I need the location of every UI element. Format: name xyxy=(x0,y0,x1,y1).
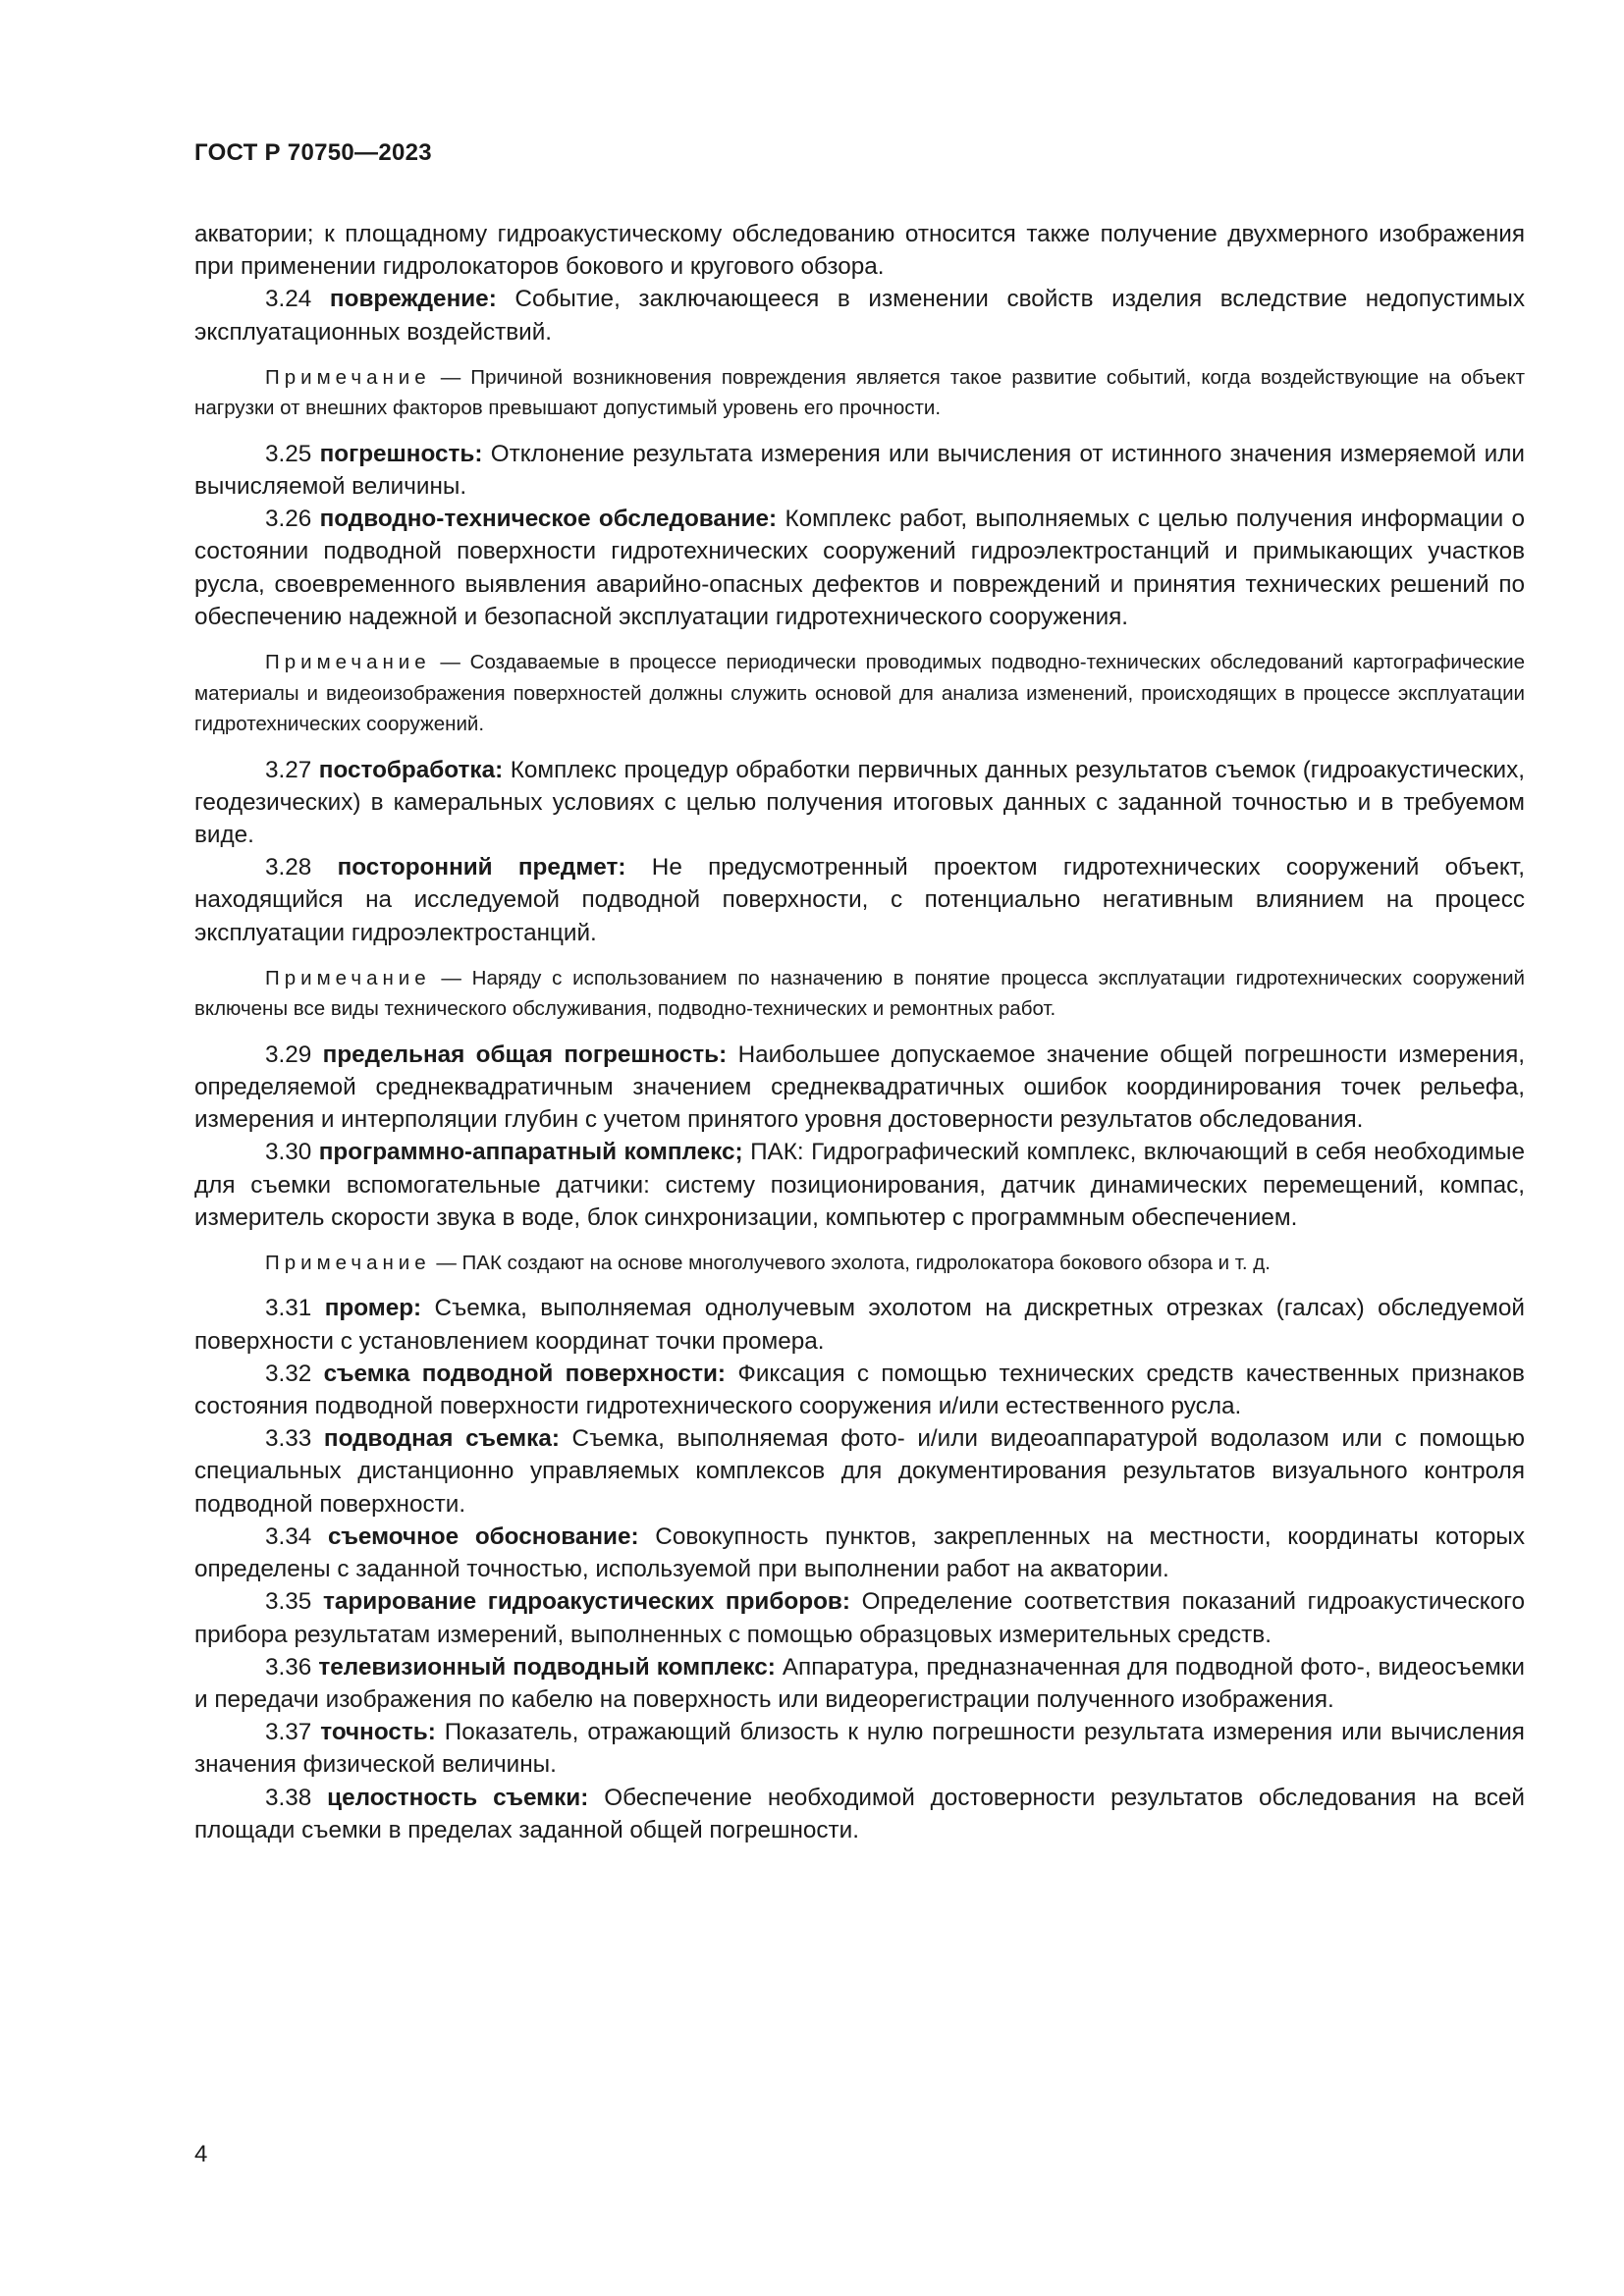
definition-item xyxy=(194,1292,1525,1357)
continuation-paragraph: акватории; к площадному гидроакустическому обследованию относится также получение двухмерного изображения при применении гидролокаторов бокового и кругового обзора. xyxy=(194,221,1525,281)
definition-text: Съемка, выполняемая однолучевым эхолотом на дискретных отрезках (галсах) обследуемой поверхности с установлением координат точки промера. xyxy=(194,1295,1525,1355)
definition-item xyxy=(194,503,1525,633)
definition-term: съемочное обоснование: xyxy=(328,1522,639,1550)
definition-term: предельная общая погрешность: xyxy=(322,1041,728,1068)
definition-note xyxy=(194,362,1525,424)
definition-item xyxy=(194,1039,1525,1137)
definition-number: 3.38 xyxy=(265,1784,312,1811)
definition-item xyxy=(194,1136,1525,1234)
definition-number: 3.25 xyxy=(265,440,312,467)
definition-number: 3.24 xyxy=(265,286,312,313)
definition-text: Наибольшее допускаемое значение общей погрешности измерения, определяемой среднеквадратичным значением среднеквадратичных ошибок координирования точек рельефа, измерения и интерполяции глубин с учетом принятого уровня достоверности результатов обследования. xyxy=(194,1041,1525,1134)
definition-number: 3.37 xyxy=(265,1719,312,1746)
document-page xyxy=(194,137,1525,1846)
definition-term: постобработка: xyxy=(318,756,504,783)
definition-number: 3.29 xyxy=(265,1041,312,1068)
note-label: Примечание xyxy=(265,1251,431,1274)
definition-text: Съемка, выполняемая фото- и/или видеоаппаратурой водолазом или с помощью специальных дистанционно управляемых комплексов для документирования результатов визуального контроля подводной поверхности. xyxy=(194,1425,1525,1518)
definition-item xyxy=(194,438,1525,503)
definition-number: 3.31 xyxy=(265,1295,312,1322)
document-header: ГОСТ Р 70750—2023 xyxy=(194,139,432,166)
definition-term: телевизионный подводный комплекс: xyxy=(318,1653,776,1681)
definition-text: Фиксация с помощью технических средств качественных признаков состояния подводной поверхности гидротехнического сооружения и/или естественного русла. xyxy=(194,1360,1525,1420)
definition-text: Обеспечение необходимой достоверности результатов обследования на всей площади съемки в пределах заданной общей погрешности. xyxy=(194,1784,1525,1843)
note-label: Примечание xyxy=(265,966,431,989)
definition-item xyxy=(194,1422,1525,1521)
definition-item xyxy=(194,754,1525,852)
definition-item xyxy=(194,1585,1525,1650)
definition-number: 3.26 xyxy=(265,506,312,533)
page-number: 4 xyxy=(194,2141,208,2167)
definition-term: программно-аппаратный комплекс; xyxy=(318,1139,743,1166)
definition-term: съемка подводной поверхности: xyxy=(323,1360,726,1387)
definition-term: тарирование гидроакустических приборов: xyxy=(322,1588,850,1616)
note-text: — Наряду с использованием по назначению в понятие процесса эксплуатации гидротехнических сооружений включены все виды технического обслуживания, подводно-технических и ремонтных работ. xyxy=(194,966,1525,1021)
definition-term: подводная съемка: xyxy=(323,1425,560,1453)
note-text: — Причиной возникновения повреждения является такое развитие событий, когда воздействующие на объект нагрузки от внешних факторов превышают допустимый уровень его прочности. xyxy=(194,365,1525,420)
definition-text: Показатель, отражающий близость к нулю погрешности результата измерения или вычисления значения физической величины. xyxy=(194,1719,1525,1779)
definition-item xyxy=(194,1782,1525,1846)
definition-text: Аппаратура, предназначенная для подводной фото-, видеосъемки и передачи изображения по кабелю на поверхность или видеорегистрации полученного изображения. xyxy=(194,1653,1525,1713)
definition-term: повреждение: xyxy=(329,286,497,313)
definition-item xyxy=(194,1521,1525,1585)
definition-number: 3.35 xyxy=(265,1588,312,1616)
definition-number: 3.32 xyxy=(265,1360,312,1387)
note-text: — ПАК создают на основе многолучевого эхолота, гидролокатора бокового обзора и т. д. xyxy=(436,1251,1271,1274)
definition-number: 3.36 xyxy=(265,1653,312,1681)
definition-term: промер: xyxy=(324,1295,422,1322)
note-text: — Создаваемые в процессе периодически проводимых подводно-технических обследований картографические материалы и видеоизображения поверхностей должны служить основой для анализа изменений, происходящих в процессе эксплуатации гидротехнических сооружений. xyxy=(194,651,1525,736)
definition-term: погрешность: xyxy=(319,440,483,467)
definition-text: Отклонение результата измерения или вычисления от истинного значения измеряемой или вычисляемой величины. xyxy=(194,440,1525,501)
definition-number: 3.33 xyxy=(265,1425,312,1453)
note-label: Примечание xyxy=(265,651,431,674)
definition-text: Комплекс работ, выполняемых с целью получения информации о состоянии подводной поверхности гидротехнических сооружений гидроэлектростанций и примыкающих участков русла, своевременного выявления аварийно-опасных дефектов и повреждений и принятия технических решений по обеспечению надежной и безопасной эксплуатации гидротехнического сооружения. xyxy=(194,506,1525,630)
definition-text: ПАК: Гидрографический комплекс, включающий в себя необходимые для съемки вспомогательные датчики: систему позиционирования, датчик динамических перемещений, компас, измеритель скорости звука в воде, блок синхронизации, компьютер с программным обеспечением. xyxy=(194,1139,1525,1231)
definition-number: 3.34 xyxy=(265,1522,312,1550)
definition-text: Не предусмотренный проектом гидротехнических сооружений объект, находящийся на исследуемой подводной поверхности, с потенциально негативным влиянием на процесс эксплуатации гидроэлектростанций. xyxy=(194,854,1525,946)
definition-text: Определение соответствия показаний гидроакустического прибора результатам измерений, выполненных с помощью образцовых измерительных средств. xyxy=(194,1588,1525,1648)
definition-term: точность: xyxy=(320,1719,436,1746)
definition-item xyxy=(194,1358,1525,1422)
definition-text: Событие, заключающееся в изменении свойств изделия вследствие недопустимых эксплуатационных воздействий. xyxy=(194,286,1525,346)
definition-text: Комплекс процедур обработки первичных данных результатов съемок (гидроакустических, геодезических) в камеральных условиях с целью получения итоговых данных с заданной точностью и в требуемом виде. xyxy=(194,756,1525,848)
note-label: Примечание xyxy=(265,365,431,389)
definition-number: 3.30 xyxy=(265,1139,312,1166)
definition-term: посторонний предмет: xyxy=(337,854,626,881)
definition-item xyxy=(194,1716,1525,1781)
definitions-list xyxy=(194,283,1525,1846)
definition-note xyxy=(194,1248,1525,1279)
definition-item xyxy=(194,283,1525,347)
definition-note xyxy=(194,963,1525,1025)
definition-number: 3.27 xyxy=(265,756,312,783)
definition-note xyxy=(194,647,1525,740)
definition-text: Совокупность пунктов, закрепленных на местности, координаты которых определены с заданной точностью, используемой при выполнении работ на акватории. xyxy=(194,1522,1525,1583)
definition-number: 3.28 xyxy=(265,854,312,881)
definition-item xyxy=(194,851,1525,949)
definition-item xyxy=(194,1651,1525,1716)
definition-term: целостность съемки: xyxy=(327,1784,589,1811)
definition-term: подводно-техническое обследование: xyxy=(319,506,778,533)
